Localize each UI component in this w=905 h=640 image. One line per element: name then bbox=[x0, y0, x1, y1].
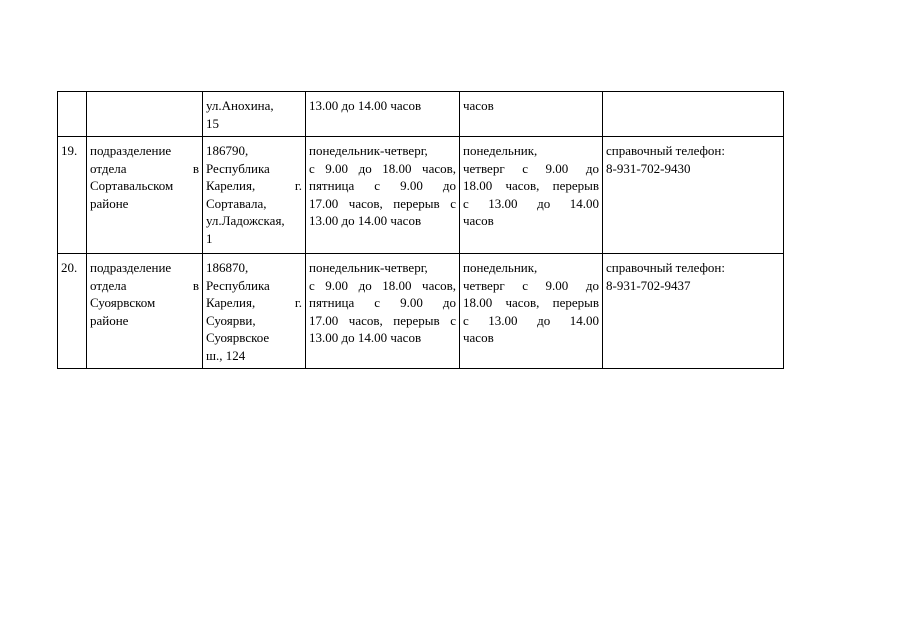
address-line: 186790, bbox=[206, 143, 249, 158]
schedule-line: 18.00 часов, перерыв bbox=[463, 178, 599, 193]
phone-number: 8-931-702-9430 bbox=[606, 160, 691, 176]
schedule-cell bbox=[460, 254, 603, 369]
division-line: отдела в bbox=[90, 160, 199, 176]
schedule-cell bbox=[306, 137, 460, 254]
schedule-line: пятница с 9.00 до bbox=[309, 178, 456, 193]
address-line: Республика bbox=[206, 160, 270, 176]
address-line: Республика bbox=[206, 277, 270, 293]
schedule-line: 17.00 часов, перерыв с bbox=[309, 195, 456, 211]
schedule-cell bbox=[306, 254, 460, 369]
schedule-line: с 9.00 до 18.00 часов, bbox=[309, 160, 456, 176]
division-line: районе bbox=[90, 195, 129, 211]
schedule-line: пятница с 9.00 до bbox=[309, 295, 456, 310]
schedule-line: с 13.00 до 14.00 bbox=[463, 195, 599, 211]
schedule-line: понедельник, bbox=[463, 260, 538, 275]
row-number-cell: 20. bbox=[58, 254, 87, 369]
address-line: ш., 124 bbox=[206, 347, 246, 363]
schedule-line: 18.00 часов, перерыв bbox=[463, 295, 599, 310]
row-number-cell bbox=[58, 92, 87, 137]
division-cell bbox=[87, 137, 203, 254]
table-row bbox=[58, 254, 784, 369]
schedule-line: понедельник-четверг, bbox=[309, 143, 428, 158]
address-line: Сортавала, bbox=[206, 195, 267, 211]
schedule-line: четверг с 9.00 до bbox=[463, 160, 599, 176]
phone-number: 8-931-702-9437 bbox=[606, 277, 691, 293]
contact-cell bbox=[603, 254, 784, 369]
address-line: 15 bbox=[206, 115, 219, 131]
offices-table bbox=[57, 91, 784, 369]
address-line: Карелия, г. bbox=[206, 295, 302, 310]
schedule-line: понедельник-четверг, bbox=[309, 260, 428, 275]
address-line: ул.Анохина, bbox=[206, 98, 274, 113]
schedule-line: часов bbox=[463, 213, 494, 228]
schedule-line: четверг с 9.00 до bbox=[463, 277, 599, 293]
division-cell bbox=[87, 254, 203, 369]
contact-cell bbox=[603, 92, 784, 137]
schedule-cell bbox=[460, 92, 603, 137]
address-line: Карелия, г. bbox=[206, 178, 302, 193]
schedule-line: с 9.00 до 18.00 часов, bbox=[309, 277, 456, 293]
schedule-line: часов bbox=[463, 330, 494, 345]
schedule-line: 13.00 до 14.00 часов bbox=[309, 330, 422, 345]
division-line: подразделение bbox=[90, 143, 172, 158]
address-cell bbox=[203, 254, 306, 369]
division-cell bbox=[87, 92, 203, 137]
schedule-cell bbox=[306, 92, 460, 137]
row-number-cell: 19. bbox=[58, 137, 87, 254]
address-line: 1 bbox=[206, 230, 213, 246]
schedule-line: с 13.00 до 14.00 bbox=[463, 312, 599, 328]
address-line: ул.Ладожская, bbox=[206, 213, 285, 228]
table-row bbox=[58, 92, 784, 137]
schedule-line: понедельник, bbox=[463, 143, 538, 158]
schedule-cell bbox=[460, 137, 603, 254]
table-row bbox=[58, 137, 784, 254]
division-line: районе bbox=[90, 312, 129, 328]
address-line: Суоярвское bbox=[206, 330, 270, 345]
schedule-line: часов bbox=[463, 98, 494, 113]
address-cell bbox=[203, 137, 306, 254]
division-line: Суоярвском bbox=[90, 295, 156, 310]
contact-cell bbox=[603, 137, 784, 254]
division-line: отдела в bbox=[90, 277, 199, 293]
contact-line: справочный телефон: bbox=[606, 143, 726, 158]
schedule-line: 17.00 часов, перерыв с bbox=[309, 312, 456, 328]
address-line: 186870, bbox=[206, 260, 249, 275]
address-cell bbox=[203, 92, 306, 137]
schedule-line: 13.00 до 14.00 часов bbox=[309, 98, 422, 113]
address-line: Суоярви, bbox=[206, 312, 256, 328]
schedule-line: 13.00 до 14.00 часов bbox=[309, 213, 422, 228]
division-line: подразделение bbox=[90, 260, 172, 275]
contact-line: справочный телефон: bbox=[606, 260, 726, 275]
division-line: Сортавальском bbox=[90, 178, 174, 193]
